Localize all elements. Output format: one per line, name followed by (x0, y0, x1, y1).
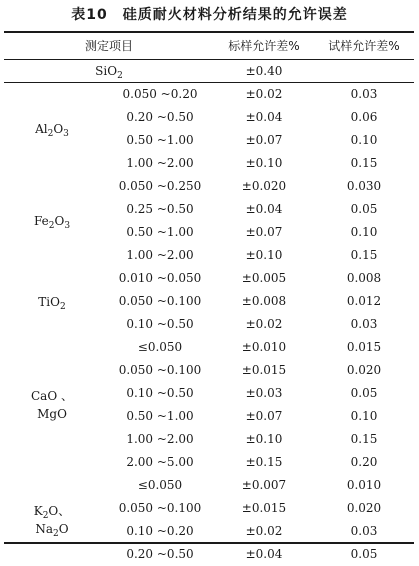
table-title: 表10 硅质耐火材料分析结果的允许误差 (71, 7, 348, 23)
standard-tolerance-cell: ±0.007 (241, 478, 287, 492)
range-cell: 0.050 ~0.250 (118, 179, 202, 193)
range-cell: 0.010 ~0.050 (118, 271, 202, 285)
standard-tolerance-cell: ±0.10 (245, 248, 283, 262)
group-label: $K_2O$、 $Na_2O$ (33, 504, 71, 539)
table-row (0, 244, 419, 267)
standard-tolerance-cell: ±0.04 (245, 202, 283, 216)
group-label: CaO 、 MgO (31, 389, 73, 421)
standard-tolerance-cell: ±0.015 (241, 501, 287, 515)
standard-tolerance-cell: ±0.008 (241, 294, 287, 308)
standard-tolerance-cell: ±0.005 (241, 271, 287, 285)
table-row (0, 428, 419, 451)
standard-tolerance-cell: ±0.03 (245, 386, 283, 400)
range-cell: 1.00 ~2.00 (126, 248, 194, 262)
range-cell: 0.10 ~0.20 (126, 524, 194, 538)
range-cell: 0.050 ~0.100 (118, 501, 202, 515)
header-sample: 试样允许差% (328, 39, 400, 53)
sample-tolerance-cell: 0.020 (346, 363, 382, 377)
table-row (0, 152, 419, 175)
table-row (0, 175, 419, 198)
range-cell: 0.10 ~0.50 (126, 317, 194, 331)
header-standard: 标样允许差% (228, 39, 300, 53)
sample-tolerance-cell: 0.010 (346, 478, 382, 492)
range-cell: ≤0.050 (137, 478, 183, 492)
sample-tolerance-cell: 0.03 (350, 317, 378, 331)
sio2-row (0, 61, 419, 82)
sample-tolerance-cell: 0.15 (350, 432, 378, 446)
range-cell: 0.50 ~1.00 (126, 225, 194, 239)
standard-tolerance-cell: ±0.10 (245, 432, 283, 446)
sample-tolerance-cell: 0.05 (350, 386, 378, 400)
range-cell: 0.25 ~0.50 (126, 202, 194, 216)
table-row (0, 474, 419, 497)
range-cell: 0.050 ~0.20 (122, 87, 198, 101)
group-label: $Al_2O_3$ (35, 122, 69, 139)
sample-tolerance-cell: 0.06 (350, 110, 378, 124)
table-row (0, 359, 419, 382)
table-body (0, 83, 419, 566)
standard-tolerance-cell: ±0.15 (245, 455, 283, 469)
sample-tolerance-cell: 0.05 (350, 547, 378, 561)
range-cell: 0.050 ~0.100 (118, 294, 202, 308)
sio2-name: SiO$_2$ (95, 64, 123, 81)
top-rule (4, 31, 414, 33)
standard-tolerance-cell: ±0.015 (241, 363, 287, 377)
sample-tolerance-cell: 0.15 (350, 156, 378, 170)
range-cell: 1.00 ~2.00 (126, 156, 194, 170)
sample-tolerance-cell: 0.03 (350, 524, 378, 538)
range-cell: ≤0.050 (137, 340, 183, 354)
sample-tolerance-cell: 0.10 (350, 133, 378, 147)
range-cell: 0.50 ~1.00 (126, 409, 194, 423)
sample-tolerance-cell: 0.15 (350, 248, 378, 262)
standard-tolerance-cell: ±0.02 (245, 87, 283, 101)
table-row (0, 336, 419, 359)
standard-tolerance-cell: ±0.07 (245, 133, 283, 147)
sample-tolerance-cell: 0.10 (350, 225, 378, 239)
group-label: TiO$_2$ (38, 294, 66, 312)
sample-tolerance-cell: 0.03 (350, 87, 378, 101)
range-cell: 0.20 ~0.50 (126, 110, 194, 124)
header-item: 测定项目 (84, 39, 133, 53)
range-cell: 0.10 ~0.50 (126, 386, 194, 400)
range-cell: 2.00 ~5.00 (126, 455, 194, 469)
sample-tolerance-cell: 0.020 (346, 501, 382, 515)
standard-tolerance-cell: ±0.020 (241, 179, 287, 193)
range-cell: 0.050 ~0.100 (118, 363, 202, 377)
standard-tolerance-cell: ±0.04 (245, 547, 283, 561)
table-row (0, 267, 419, 290)
sample-tolerance-cell: 0.05 (350, 202, 378, 216)
table-row (0, 83, 419, 106)
standard-tolerance-cell: ±0.07 (245, 225, 283, 239)
header-rule (4, 59, 414, 60)
range-cell: 0.50 ~1.00 (126, 133, 194, 147)
group-label: $Fe_2O_3$ (33, 214, 71, 231)
sample-tolerance-cell: 0.015 (346, 340, 382, 354)
sample-tolerance-cell: 0.008 (346, 271, 382, 285)
standard-tolerance-cell: ±0.04 (245, 110, 283, 124)
table-row (0, 543, 419, 566)
standard-tolerance-cell: ±0.02 (245, 317, 283, 331)
sample-tolerance-cell: 0.20 (350, 455, 378, 469)
table-row (0, 451, 419, 474)
sample-tolerance-cell: 0.012 (346, 294, 382, 308)
table-row (0, 313, 419, 336)
standard-tolerance-cell: ±0.07 (245, 409, 283, 423)
standard-tolerance-cell: ±0.10 (245, 156, 283, 170)
bottom-rule (4, 542, 414, 544)
range-cell: 1.00 ~2.00 (126, 432, 194, 446)
sample-tolerance-cell: 0.10 (350, 409, 378, 423)
range-cell: 0.20 ~0.50 (126, 547, 194, 561)
sample-tolerance-cell: 0.030 (346, 179, 382, 193)
standard-tolerance-cell: ±0.010 (241, 340, 287, 354)
sio2-standard: ±0.40 (245, 64, 283, 78)
standard-tolerance-cell: ±0.02 (245, 524, 283, 538)
